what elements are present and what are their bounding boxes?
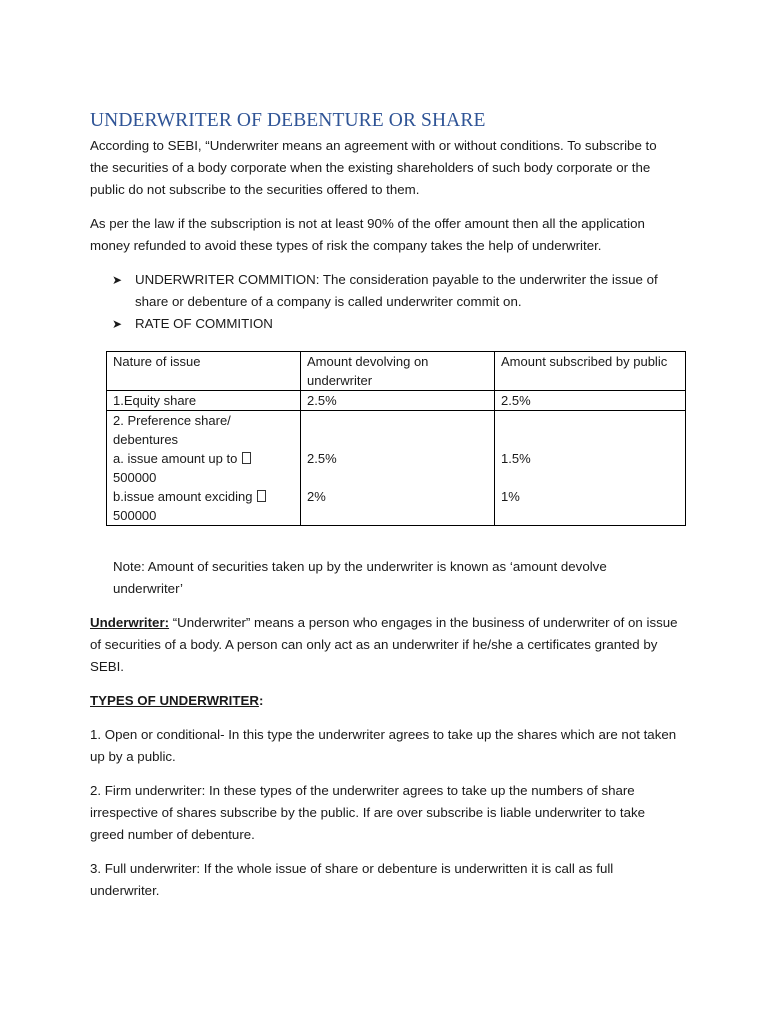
bullet-list: [90, 269, 678, 335]
underwriter-definition: [90, 612, 678, 678]
cell-line: 500000: [113, 470, 157, 485]
table-cell: 2.5%: [495, 391, 686, 411]
cell-text: a. issue amount up to: [113, 451, 238, 466]
bullet-text: RATE OF COMMITION: [135, 316, 273, 331]
bullet-item-commission: [112, 269, 678, 313]
table-header-cell: Amount devolving on underwriter: [301, 352, 495, 391]
cell-line: [113, 487, 294, 506]
table-cell: 2.5%: [301, 391, 495, 411]
table-row: [107, 411, 686, 526]
types-heading-text: TYPES OF UNDERWRITER: [90, 693, 259, 708]
document-title: UNDERWRITER OF DEBENTURE OR SHARE: [90, 110, 486, 131]
cell-line: 2. Preference share/ debentures: [113, 413, 231, 447]
type-item: 3. Full underwriter: If the whole issue of share or debenture is underwritten it is call as full underwriter.: [90, 861, 614, 898]
types-heading-colon: :: [258, 693, 264, 708]
bullet-text: UNDERWRITER COMMITION: The consideration payable to the underwriter the issue of share or debenture of a company is called underwriter commit on.: [135, 272, 658, 309]
cell-line: 2%: [307, 489, 326, 504]
definition-label: Underwriter:: [90, 615, 170, 630]
table-cell: [301, 411, 495, 526]
bullet-item-rate: [112, 313, 678, 335]
cell-line: [113, 449, 294, 468]
table-cell: 1.Equity share: [107, 391, 301, 411]
table-cell: [107, 411, 301, 526]
intro-paragraph: According to SEBI, “Underwriter means an agreement with or without conditions. To subscribe to the securities of a body corporate when the existing shareholders of such body corporate or the public do not subscribe to the securities offered to them.: [90, 138, 657, 197]
note-paragraph: Note: Amount of securities taken up by the underwriter is known as ‘amount devolve underwriter’: [113, 559, 607, 596]
types-heading: [90, 690, 678, 712]
commission-rate-table: [106, 351, 686, 526]
table-header-row: [107, 352, 686, 391]
table-cell: [495, 411, 686, 526]
definition-text: “Underwriter” means a person who engages in the business of underwriter of on issue of securities of a body. A person can only act as an underwriter if he/she a certificates granted by SEBI.: [90, 615, 678, 674]
missing-glyph-icon: [257, 490, 266, 502]
arrow-bullet-icon: ➤: [112, 317, 123, 331]
table-header-cell: Nature of issue: [107, 352, 301, 391]
cell-text: b.issue amount exciding: [113, 489, 253, 504]
cell-line: 2.5%: [307, 451, 337, 466]
arrow-bullet-icon: ➤: [112, 273, 123, 287]
missing-glyph-icon: [242, 452, 251, 464]
type-item: 2. Firm underwriter: In these types of the underwriter agrees to take up the numbers of share irrespective of shares subscribe by the public. If are over subscribe is liable underwriter to take greed number of debenture.: [90, 783, 646, 842]
table-header-cell: Amount subscribed by public: [495, 352, 686, 391]
type-item: 1. Open or conditional- In this type the underwriter agrees to take up the shares which are not taken up by a public.: [90, 727, 677, 764]
cell-line: 1%: [501, 489, 520, 504]
cell-line: 1.5%: [501, 451, 531, 466]
law-paragraph: As per the law if the subscription is not at least 90% of the offer amount then all the application money refunded to avoid these types of risk the company takes the help of underwriter.: [90, 216, 645, 253]
cell-line: 500000: [113, 508, 157, 523]
document-page: [90, 108, 678, 914]
table-row: [107, 391, 686, 411]
